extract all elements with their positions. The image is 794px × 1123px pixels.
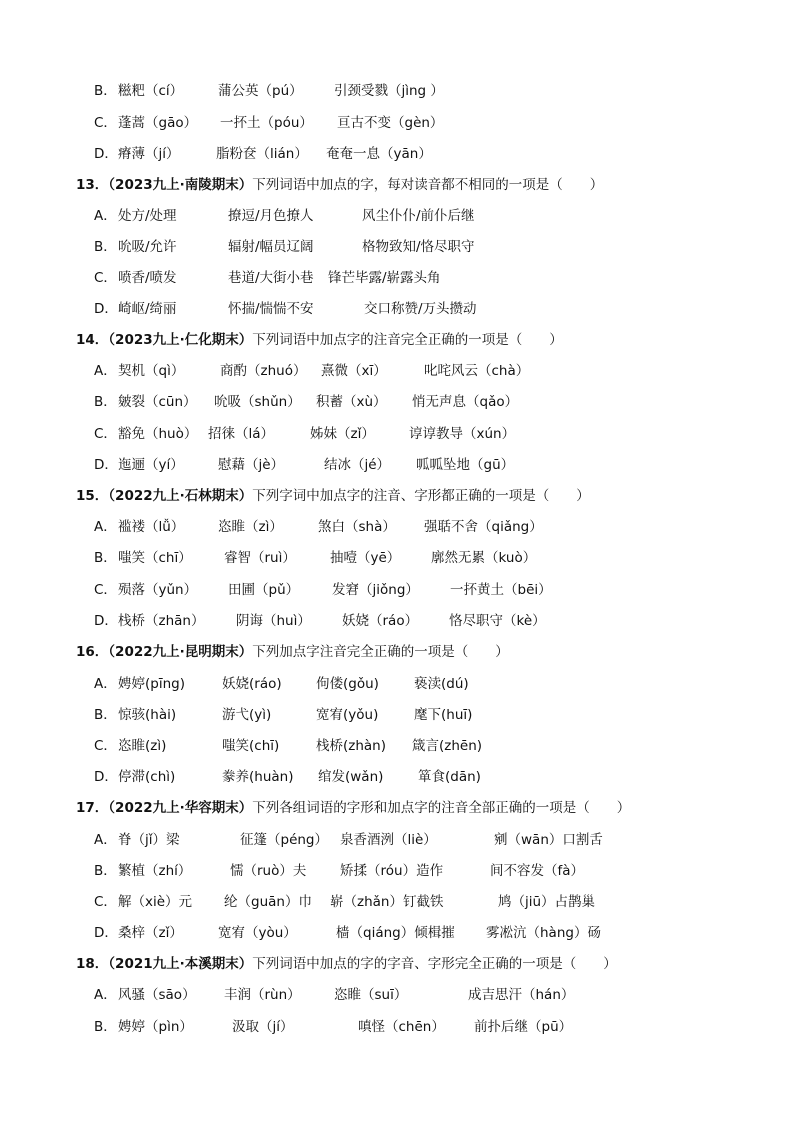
- option-item: 恣睢（suī）: [334, 987, 408, 1003]
- question-text: 下列词语中加点的字，每对读音都不相同的一项是（ ）: [252, 177, 604, 193]
- option-item: 结冰（jé）: [324, 457, 391, 473]
- option-item: 糍粑（cí）: [118, 83, 184, 99]
- option-letter: D．: [94, 146, 118, 162]
- option-row: [94, 111, 444, 135]
- option-item: 娉婷（pìn）: [118, 1019, 193, 1035]
- option-letter: B．: [94, 707, 117, 723]
- option-item: 悄无声息（qǎo）: [412, 394, 519, 410]
- option-item: 豢养(huàn): [222, 769, 294, 785]
- option-item: 锋芒毕露/崭露头角: [328, 270, 441, 286]
- option-row: [94, 890, 596, 914]
- option-item: 栈桥（zhān）: [118, 613, 205, 629]
- option-item: 纶（guān）巾: [224, 894, 312, 910]
- option-letter: B．: [94, 83, 117, 99]
- option-item: 矫揉（róu）造作: [340, 863, 444, 879]
- option-item: 解（xiè）元: [118, 894, 193, 910]
- question-number: 13．: [76, 177, 109, 193]
- option-row: [94, 546, 537, 570]
- option-item: 樯（qiáng）倾楫摧: [336, 925, 455, 941]
- option-row: [94, 390, 519, 414]
- option-item: 褴褛（lǚ）: [118, 519, 185, 535]
- option-item: 睿智（ruì）: [224, 550, 296, 566]
- option-row: [94, 142, 432, 166]
- option-item: 积蓄（xù）: [316, 394, 387, 410]
- option-letter: C．: [94, 426, 117, 442]
- option-letter: D．: [94, 769, 118, 785]
- option-letter: C．: [94, 270, 117, 286]
- option-item: 巷道/大街小巷: [228, 270, 314, 286]
- option-item: 煞白（shà）: [318, 519, 396, 535]
- option-item: 田圃（pǔ）: [228, 582, 300, 598]
- option-item: 一抔黄土（bēi）: [450, 582, 552, 598]
- option-item: 豁免（huò）: [118, 426, 198, 442]
- question-stem: [76, 328, 563, 352]
- option-item: 蓬蒿（gāo）: [118, 115, 198, 131]
- option-item: 桑梓（zǐ）: [118, 925, 183, 941]
- option-item: 怀揣/惴惴不安: [228, 301, 314, 317]
- option-row: [94, 983, 575, 1007]
- question-number: 18．: [76, 956, 109, 972]
- question-source: （2023九上·南陵期末）: [108, 177, 253, 193]
- option-item: 风骚（sāo）: [118, 987, 196, 1003]
- option-item: 慰藉（jè）: [218, 457, 285, 473]
- option-item: 箪食(dān): [418, 769, 481, 785]
- question-source: （2021九上·本溪期末）: [108, 956, 253, 972]
- option-letter: A．: [94, 208, 117, 224]
- option-item: 恣睢(zì): [118, 738, 167, 754]
- option-item: 叱咤风云（chà）: [424, 363, 530, 379]
- option-item: 惊骇(hài): [118, 707, 177, 723]
- option-item: 殒落（yǔn）: [118, 582, 198, 598]
- option-item: 瘠薄（jí）: [118, 146, 180, 162]
- option-item: 皴裂（cūn）: [118, 394, 197, 410]
- option-row: [94, 703, 473, 727]
- option-item: 嗤笑（chī）: [118, 550, 192, 566]
- option-item: 崭（zhǎn）钉截铁: [330, 894, 444, 910]
- option-letter: D．: [94, 925, 118, 941]
- question-text: 下列词语中加点的字的字音、字形完全正确的一项是（ ）: [252, 956, 617, 972]
- option-item: 泉香酒洌（liè）: [340, 832, 437, 848]
- option-item: 引颈受戮（jìng ）: [334, 83, 444, 99]
- option-item: 宽宥（yòu）: [218, 925, 297, 941]
- option-row: [94, 828, 603, 852]
- option-row: [94, 235, 475, 259]
- option-item: 蒲公英（pú）: [218, 83, 303, 99]
- option-item: 懦（ruò）夫: [230, 863, 307, 879]
- option-row: [94, 515, 543, 539]
- option-letter: B．: [94, 239, 117, 255]
- option-item: 箴言(zhēn): [412, 738, 483, 754]
- option-item: 熹微（xī）: [321, 363, 387, 379]
- option-item: 嗤笑(chī): [222, 738, 280, 754]
- option-item: 格物致知/恪尽职守: [362, 239, 475, 255]
- option-item: 嗔怪（chēn）: [358, 1019, 445, 1035]
- option-letter: C．: [94, 115, 117, 131]
- option-row: [94, 859, 585, 883]
- option-row: [94, 1015, 573, 1039]
- option-letter: B．: [94, 394, 117, 410]
- option-item: 抽噎（yē）: [330, 550, 401, 566]
- option-item: 辐射/幅员辽阔: [228, 239, 314, 255]
- option-item: 成吉思汗（hán）: [468, 987, 575, 1003]
- option-item: 间不容发（fà）: [490, 863, 585, 879]
- option-item: 停滞(chì): [118, 769, 176, 785]
- question-number: 14．: [76, 332, 109, 348]
- option-item: 鸠（jiū）占鹊巢: [498, 894, 596, 910]
- option-item: 吮吸（shǔn）: [214, 394, 301, 410]
- option-item: 丰润（rùn）: [224, 987, 301, 1003]
- option-item: 栈桥(zhàn): [316, 738, 387, 754]
- option-row: [94, 672, 469, 696]
- option-letter: B．: [94, 863, 117, 879]
- option-item: 绾发(wǎn): [318, 769, 384, 785]
- option-item: 征篷（péng）: [240, 832, 329, 848]
- option-item: 脂粉奁（lián）: [216, 146, 308, 162]
- option-item: 吮吸/允许: [118, 239, 177, 255]
- option-item: 谆谆教导（xún）: [409, 426, 516, 442]
- option-row: [94, 734, 483, 758]
- option-item: 喷香/喷发: [118, 270, 177, 286]
- question-source: （2022九上·昆明期末）: [108, 644, 253, 660]
- option-item: 强聒不舍（qiǎng）: [424, 519, 543, 535]
- option-item: 撩逗/月色撩人: [228, 208, 314, 224]
- question-stem: [76, 640, 509, 664]
- option-item: 阴诲（huì）: [236, 613, 311, 629]
- option-item: 风尘仆仆/前仆后继: [362, 208, 475, 224]
- option-item: 剜（wān）口割舌: [494, 832, 603, 848]
- option-item: 游弋(yì): [222, 707, 272, 723]
- option-letter: A．: [94, 363, 117, 379]
- option-item: 廓然无累（kuò）: [431, 550, 537, 566]
- option-item: 妖娆(ráo): [222, 676, 282, 692]
- option-item: 呱呱坠地（gū）: [416, 457, 515, 473]
- question-stem: [76, 952, 617, 976]
- option-letter: D．: [94, 613, 118, 629]
- option-item: 一抔土（póu）: [220, 115, 313, 131]
- option-row: [94, 204, 475, 228]
- option-letter: A．: [94, 987, 117, 1003]
- option-row: [94, 359, 530, 383]
- option-item: 奄奄一息（yān）: [326, 146, 432, 162]
- option-row: [94, 79, 444, 103]
- option-item: 发窘（jiǒng）: [332, 582, 419, 598]
- option-item: 麾下(huī): [414, 707, 473, 723]
- option-letter: D．: [94, 301, 118, 317]
- question-stem: [76, 173, 603, 197]
- option-letter: B．: [94, 550, 117, 566]
- option-item: 宽宥(yǒu): [316, 707, 379, 723]
- option-letter: A．: [94, 676, 117, 692]
- option-item: 佝偻(gǒu): [316, 676, 379, 692]
- option-item: 迤逦（yí）: [118, 457, 184, 473]
- question-text: 下列字词中加点字的注音、字形都正确的一项是（ ）: [252, 488, 590, 504]
- option-row: [94, 453, 515, 477]
- question-stem: [76, 484, 590, 508]
- option-item: 繁植（zhí）: [118, 863, 192, 879]
- option-letter: C．: [94, 738, 117, 754]
- question-text: 下列加点字注音完全正确的一项是（ ）: [252, 644, 509, 660]
- option-row: [94, 765, 481, 789]
- option-row: [94, 921, 601, 945]
- option-row: [94, 266, 441, 290]
- option-item: 恪尽职守（kè）: [449, 613, 546, 629]
- question-source: （2022九上·华容期末）: [108, 800, 253, 816]
- option-item: 前扑后继（pū）: [474, 1019, 573, 1035]
- option-row: [94, 609, 546, 633]
- question-text: 下列各组词语的字形和加点字的注音全部正确的一项是（ ）: [252, 800, 631, 816]
- question-text: 下列词语中加点字的注音完全正确的一项是（ ）: [252, 332, 563, 348]
- option-letter: B．: [94, 1019, 117, 1035]
- option-item: 脊（jǐ）梁: [118, 832, 180, 848]
- option-item: 汲取（jí）: [232, 1019, 294, 1035]
- question-source: （2022九上·石林期末）: [108, 488, 253, 504]
- question-stem: [76, 796, 630, 820]
- option-row: [94, 297, 477, 321]
- option-item: 亘古不变（gèn）: [337, 115, 444, 131]
- question-number: 17．: [76, 800, 109, 816]
- option-item: 交口称赞/万头攒动: [364, 301, 477, 317]
- option-item: 招徕（lá）: [208, 426, 275, 442]
- option-item: 雾凇沆（hàng）砀: [486, 925, 601, 941]
- option-item: 亵渎(dú): [414, 676, 469, 692]
- option-row: [94, 578, 552, 602]
- option-item: 娉婷(pīng): [118, 676, 185, 692]
- option-item: 契机（qì）: [118, 363, 185, 379]
- option-item: 姊妹（zǐ）: [310, 426, 375, 442]
- option-row: [94, 422, 516, 446]
- question-number: 16．: [76, 644, 109, 660]
- option-item: 妖娆（ráo）: [342, 613, 419, 629]
- option-letter: A．: [94, 519, 117, 535]
- option-item: 处方/处理: [118, 208, 177, 224]
- option-item: 崎岖/绮丽: [118, 301, 177, 317]
- option-letter: D．: [94, 457, 118, 473]
- question-source: （2023九上·仁化期末）: [108, 332, 253, 348]
- option-item: 恣睢（zì）: [218, 519, 283, 535]
- option-letter: C．: [94, 894, 117, 910]
- question-number: 15．: [76, 488, 109, 504]
- option-letter: C．: [94, 582, 117, 598]
- option-letter: A．: [94, 832, 117, 848]
- option-item: 商酌（zhuó）: [220, 363, 307, 379]
